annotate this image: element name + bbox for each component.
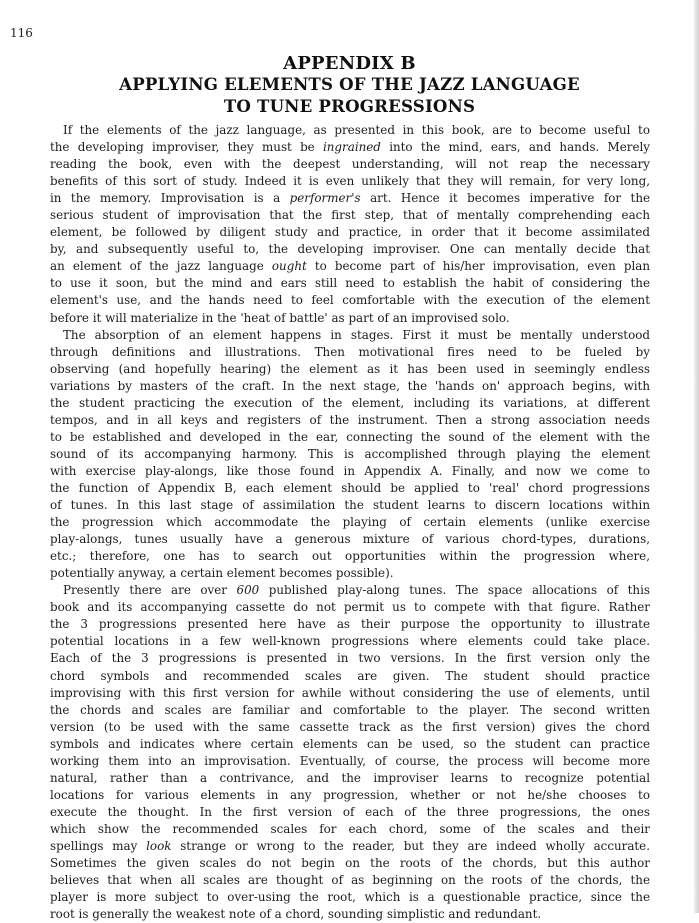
text-line: chord symbols and recommended scales are given. The student should practice — [50, 668, 650, 683]
appendix-title: APPENDIX B — [283, 53, 416, 74]
text-line: serious student of improvisation that the first step, that of mentally comprehending each — [50, 208, 650, 223]
text-line: with exercise play-alongs, like those found in Appendix A. Finally, and now we come to — [50, 463, 650, 478]
text-line: natural, rather than a contrivance, and the improviser learns to recognize potential — [50, 770, 650, 785]
text-run: in the memory. Improvisation is a — [50, 191, 281, 206]
text-line: The absorption of an element happens in stages. First it must be mentally understood — [63, 327, 650, 342]
text-line: If the elements of the jazz language, as presented in this book, are to become useful to — [63, 123, 650, 137]
text-line: the chords and scales are familiar and comfortable to the player. The second written — [50, 702, 650, 717]
text-run: into the mind, ears, and hands. Merely — [389, 140, 651, 155]
text-line: improvising with this first version for awhile without considering the use of elements, until — [50, 685, 650, 700]
text-line: sound of its accompanying harmony. This is accomplished through playing the element — [50, 446, 650, 461]
paragraph-1 — [50, 122, 650, 327]
text-line: execute the thought. In the first version of each of the three progressions, the ones — [50, 804, 650, 819]
text-run: art. Hence it becomes imperative for the — [370, 191, 651, 206]
text-line: to use it soon, but the mind and ears still need to establish the habit of considering the — [50, 276, 650, 291]
text-line — [50, 190, 650, 207]
text-line — [50, 258, 650, 275]
text-line: element's use, and the hands need to feel comfortable with the execution of the element — [50, 293, 650, 308]
text-line: player is more subject to over-using the root, which is a questionable practice, since the — [50, 890, 650, 905]
page-edge — [694, 0, 699, 913]
text-line: tempos, and in all keys and registers of the instrument. Then a strong association needs — [50, 412, 650, 427]
appendix-subtitle-line-1: APPLYING ELEMENTS OF THE JAZZ LANGUAGE — [119, 74, 580, 94]
paragraph-2 — [50, 327, 650, 583]
text-run: the developing improviser, they must be — [50, 140, 315, 155]
text-line: version (to be used with the same cassette track as the first version) gives the chord — [50, 719, 650, 734]
emphasis: 600 — [236, 583, 260, 598]
text-line: benefits of this sort of study. Indeed it is even unlikely that they will remain, for very long, — [50, 174, 650, 189]
text-line: the 3 progressions presented here have as their purpose the opportunity to illustrate — [50, 617, 650, 632]
text-line: of tunes. In this last stage of assimilation the student learns to discern locations within — [50, 498, 650, 513]
page-number: 116 — [10, 26, 33, 40]
text-run: strange or wrong to the reader, but they are indeed wholly accurate. — [180, 838, 650, 853]
text-line: etc.; therefore, one has to search out opportunities within the progression where, — [50, 549, 650, 564]
text-line: book and its accompanying cassette do not permit us to compete with that figure. Rather — [50, 600, 650, 615]
text-line: through definitions and illustrations. Then motivational fires need to be fueled by — [50, 344, 650, 359]
text-run: an element of the jazz language — [50, 259, 264, 274]
emphasis: performer's — [289, 191, 361, 206]
appendix-subtitle-line-2: TO TUNE PROGRESSIONS — [223, 96, 476, 116]
text-line — [50, 139, 650, 156]
text-line — [50, 838, 650, 855]
text-run: Presently there are over — [63, 583, 227, 598]
text-line: the student practicing the execution of the element, including its variations, at different — [50, 395, 650, 410]
body-text — [50, 122, 650, 923]
text-line: potentially anyway, a certain element becomes possible). — [50, 566, 394, 581]
emphasis: ought — [271, 259, 307, 274]
text-line: observing (and hopefully hearing) the element as it has been used in seemingly endless — [50, 361, 650, 376]
text-line: by, and subsequently useful to, the developing improviser. One can mentally decide that — [50, 242, 650, 257]
text-line: believes that when all scales are thought of as beginning on the roots of the chords, the — [50, 873, 650, 888]
emphasis: look — [146, 838, 172, 853]
text-line: root is generally the weakest note of a chord, sounding simplistic and redundant. — [50, 907, 542, 922]
text-line: symbols and indicates where certain elements can be used, so the student can practice — [50, 736, 650, 751]
text-run: spellings may — [50, 838, 138, 853]
text-line: Each of the 3 progressions is presented in two versions. In the first version only the — [50, 651, 650, 666]
text-line: to be established and developed in the ear, connecting the sound of the element with the — [50, 429, 650, 444]
text-line: working them into an improvisation. Eventually, of course, the process will become more — [50, 753, 650, 768]
emphasis: ingrained — [322, 140, 381, 155]
text-line: locations for various elements in any progression, whether or not he/she chooses to — [50, 787, 650, 802]
text-line — [50, 582, 650, 599]
text-line: potential locations in a few well-known progressions where elements could take place. — [50, 634, 650, 649]
text-run: published play-along tunes. The space allocations of this — [268, 583, 650, 598]
text-line: play-alongs, tunes usually have a generous mixture of various chord-types, durations, — [50, 532, 650, 547]
text-line: which show the recommended scales for each chord, some of the scales and their — [50, 821, 650, 836]
text-line: before it will materialize in the 'heat of battle' as part of an improvised solo. — [50, 310, 510, 325]
paragraph-3 — [50, 582, 650, 923]
text-run: to become part of his/her improvisation, even plan — [314, 259, 651, 274]
text-line: the function of Appendix B, each element should be applied to 'real' chord progressions — [50, 480, 650, 495]
text-line: variations by masters of the craft. In the next stage, the 'hands on' approach begins, with — [50, 378, 650, 393]
text-line: element, be followed by diligent study and practice, in order that it become assimilated — [50, 225, 650, 240]
text-line: the progression which accommodate the playing of certain elements (unlike exercise — [50, 515, 650, 530]
text-line: reading the book, even with the deepest understanding, will not reap the necessary — [50, 157, 650, 172]
text-line: Sometimes the given scales do not begin on the roots of the chords, but this author — [50, 856, 650, 871]
